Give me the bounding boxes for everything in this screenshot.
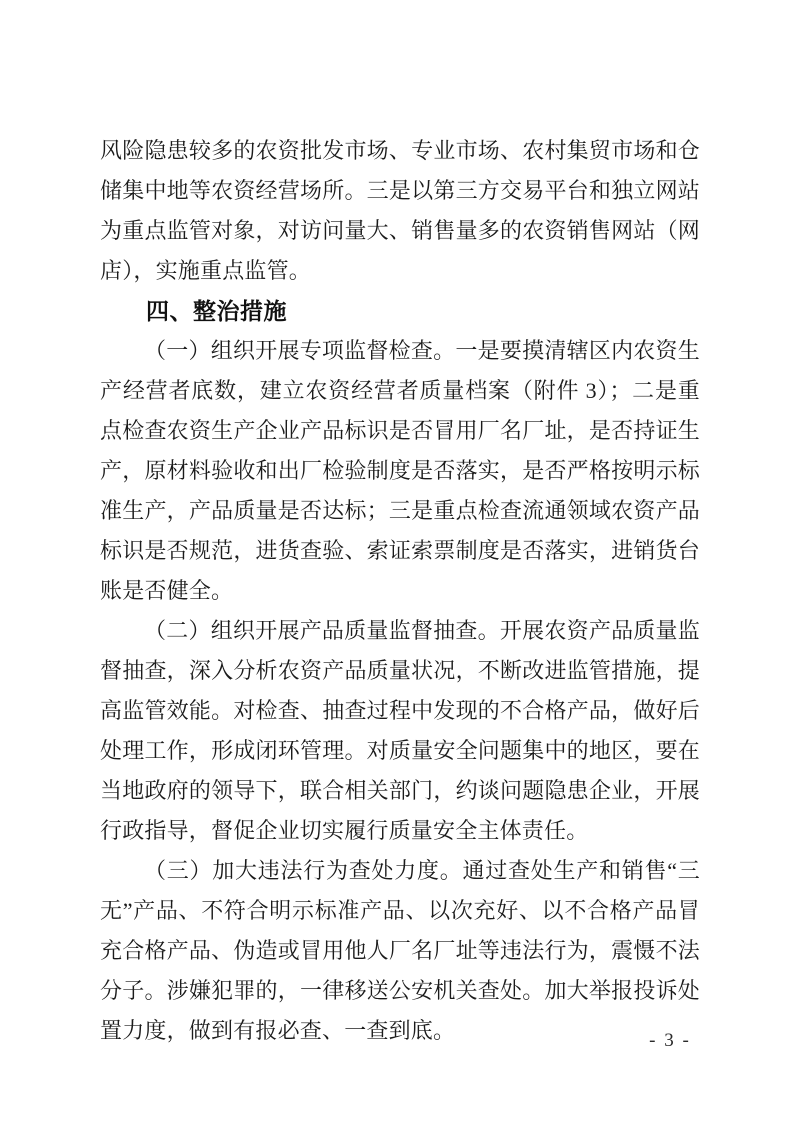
document-body	[100, 131, 700, 1051]
page-number: - 3 -	[649, 1030, 691, 1051]
section-heading: 四、整治措施	[146, 298, 287, 324]
paragraph-continuation: 风险隐患较多的农资批发市场、专业市场、农村集贸市场和仓储集中地等农资经营场所。三是以第三方交易平台和独立网站为重点监管对象，对访问量大、销售量多的农资销售网站（网店），实施重点监管。	[100, 138, 700, 283]
paragraph-item-1: （一）组织开展专项监督检查。一是要摸清辖区内农资生产经营者底数，建立农资经营者质量档案（附件 3）；二是重点检查农资生产企业产品标识是否冒用厂名厂址，是否持证生产，原材料验收和出厂检验制度是否落实，是否严格按明示标准生产，产品质量是否达标；三是重点检查流通领域农资产品标识是否规范，进货查验、索证索票制度是否落实，进销货台账是否健全。	[100, 338, 700, 603]
paragraph-item-2: （二）组织开展产品质量监督抽查。开展农资产品质量监督抽查，深入分析农资产品质量状况，不断改进监管措施，提高监管效能。对检查、抽查过程中发现的不合格产品，做好后处理工作，形成闭环管理。对质量安全问题集中的地区，要在当地政府的领导下，联合相关部门，约谈问题隐患企业，开展行政指导，督促企业切实履行质量安全主体责任。	[100, 618, 700, 843]
paragraph-item-3: （三）加大违法行为查处力度。通过查处生产和销售“三无”产品、不符合明示标准产品、以次充好、以不合格产品冒充合格产品、伪造或冒用他人厂名厂址等违法行为，震慑不法分子。涉嫌犯罪的，一律移送公安机关查处。加大举报投诉处置力度，做到有报必查、一查到底。	[100, 858, 700, 1043]
